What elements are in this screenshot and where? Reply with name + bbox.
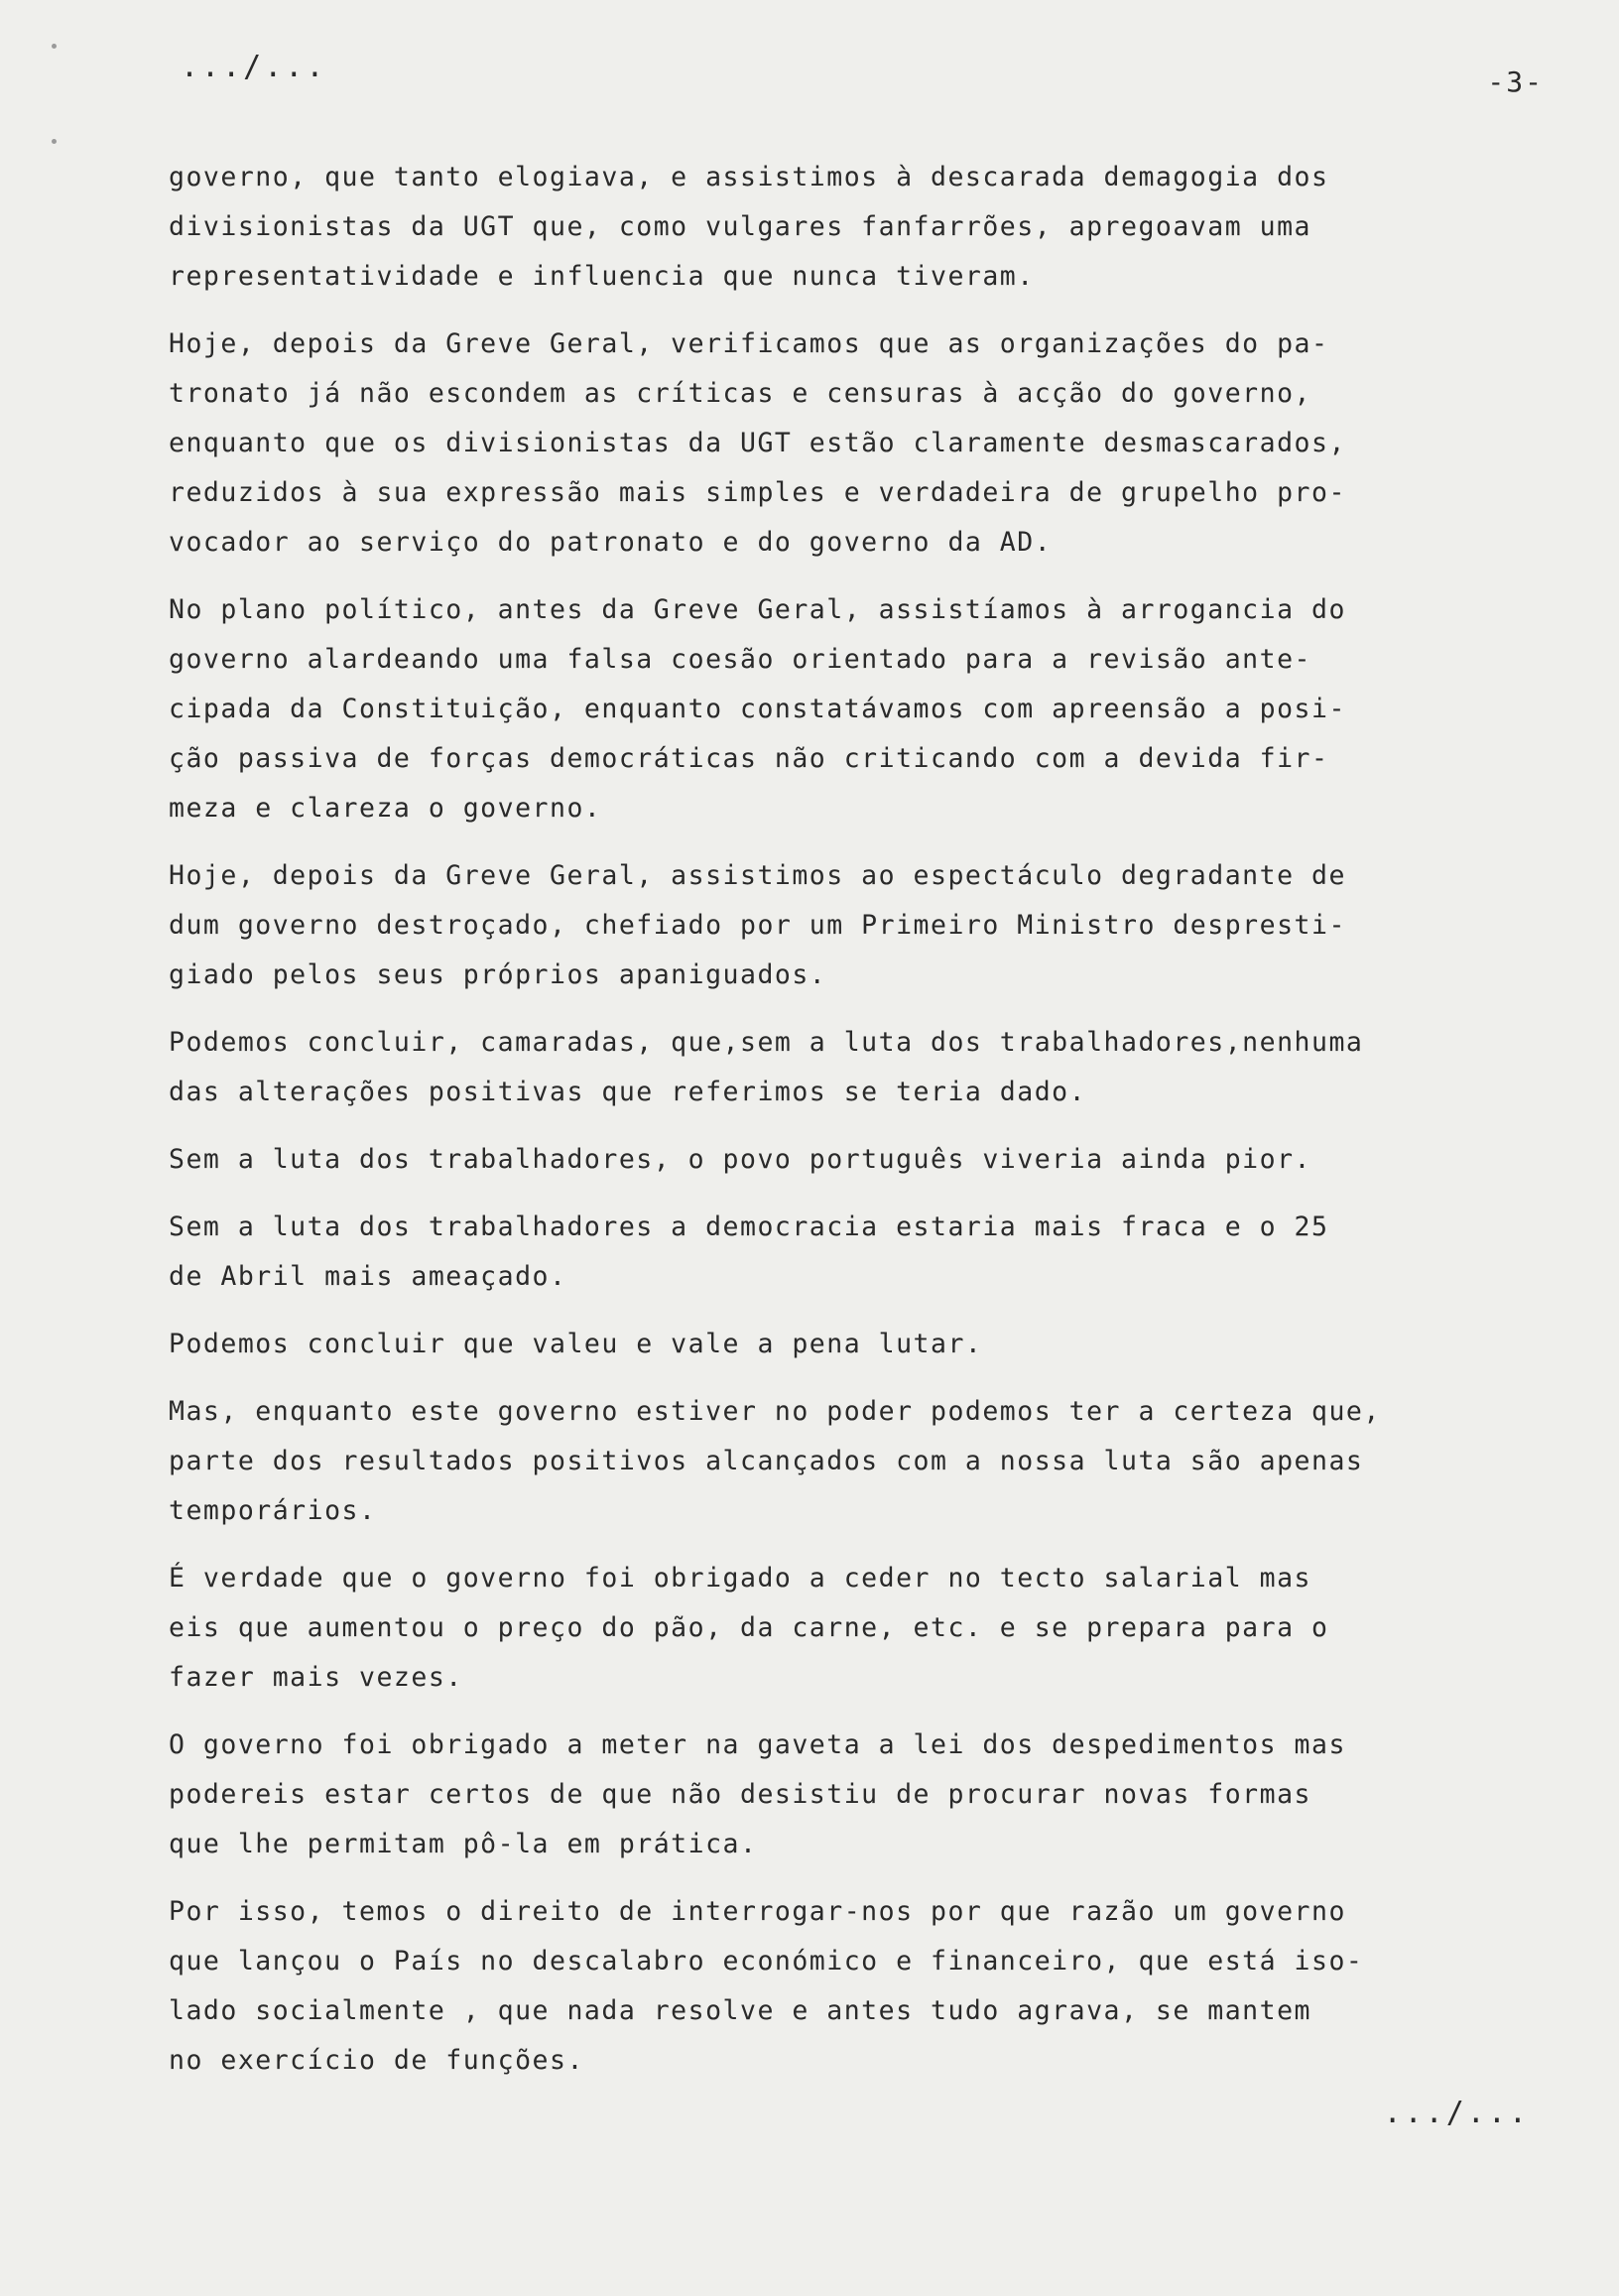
text-line: governo, que tanto elogiava, e assistimos à descarada demagogia dos [169,162,1329,192]
scan-speck [52,139,57,144]
text-line: enquanto que os divisionistas da UGT estão claramente desmascarados, [169,428,1346,458]
continuation-marker-top: .../... [181,50,327,84]
text-line: vocador ao serviço do patronato e do governo da AD. [169,527,1053,558]
text-line: Mas, enquanto este governo estiver no poder podemos ter a certeza que, [169,1396,1381,1427]
text-line: temporários. [169,1495,377,1526]
paragraph [169,1135,1587,1185]
page-number: -3- [1487,65,1544,98]
text-line: Hoje, depois da Greve Geral, assistimos ao espectáculo degradante de [169,860,1346,891]
text-line: de Abril mais ameaçado. [169,1261,567,1292]
paragraph [169,1387,1587,1536]
paragraph [169,851,1587,1000]
text-line: Sem a luta dos trabalhadores a democracia estaria mais fraca e o 25 [169,1212,1329,1242]
paragraph [169,1887,1587,2086]
text-line: das alterações positivas que referimos se teria dado. [169,1077,1087,1107]
text-line: Por isso, temos o direito de interrogar-nos por que razão um governo [169,1896,1346,1927]
text-line: lado socialmente , que nada resolve e antes tudo agrava, se mantem [169,1995,1311,2026]
paragraph [169,1554,1587,1703]
text-line: parte dos resultados positivos alcançados com a nossa luta são apenas [169,1446,1364,1476]
text-line: tronato já não escondem as críticas e censuras à acção do governo, [169,378,1311,409]
text-line: cipada da Constituição, enquanto constatávamos com apreensão a posi- [169,694,1346,724]
text-line: Podemos concluir, camaradas, que,sem a luta dos trabalhadores,nenhuma [169,1027,1364,1058]
text-line: fazer mais vezes. [169,1662,463,1693]
paragraph [169,153,1587,302]
text-line: É verdade que o governo foi obrigado a ceder no tecto salarial mas [169,1563,1311,1594]
text-line: giado pelos seus próprios apaniguados. [169,959,827,990]
continuation-marker-bottom: .../... [1383,2096,1530,2130]
text-line: podereis estar certos de que não desistiu de procurar novas formas [169,1779,1311,1810]
text-line: representatividade e influencia que nunca tiveram. [169,261,1035,292]
text-line: que lhe permitam pô-la em prática. [169,1829,758,1859]
paragraph [169,319,1587,568]
body-text [169,153,1587,2104]
text-line: No plano político, antes da Greve Geral, assistíamos à arrogancia do [169,594,1346,625]
text-line: Hoje, depois da Greve Geral, verificamos que as organizações do pa- [169,328,1329,359]
paragraph [169,1320,1587,1369]
text-line: meza e clareza o governo. [169,793,602,824]
text-line: divisionistas da UGT que, como vulgares fanfarrões, apregoavam uma [169,211,1311,242]
text-line: dum governo destroçado, chefiado por um Primeiro Ministro despresti- [169,910,1346,941]
text-line: governo alardeando uma falsa coesão orientado para a revisão ante- [169,644,1311,675]
scan-speck [52,44,57,49]
paragraph [169,1018,1587,1117]
text-line: reduzidos à sua expressão mais simples e verdadeira de grupelho pro- [169,477,1346,508]
paragraph [169,1721,1587,1869]
paragraph [169,585,1587,833]
text-line: ção passiva de forças democráticas não criticando com a devida fir- [169,743,1329,774]
text-line: que lançou o País no descalabro económico e financeiro, que está iso- [169,1946,1364,1977]
text-line: Podemos concluir que valeu e vale a pena lutar. [169,1329,983,1359]
text-line: no exercício de funções. [169,2045,584,2076]
text-line: O governo foi obrigado a meter na gaveta a lei dos despedimentos mas [169,1729,1346,1760]
paragraph [169,1203,1587,1302]
text-line: Sem a luta dos trabalhadores, o povo português viveria ainda pior. [169,1144,1311,1175]
text-line: eis que aumentou o preço do pão, da carne, etc. e se prepara para o [169,1612,1329,1643]
